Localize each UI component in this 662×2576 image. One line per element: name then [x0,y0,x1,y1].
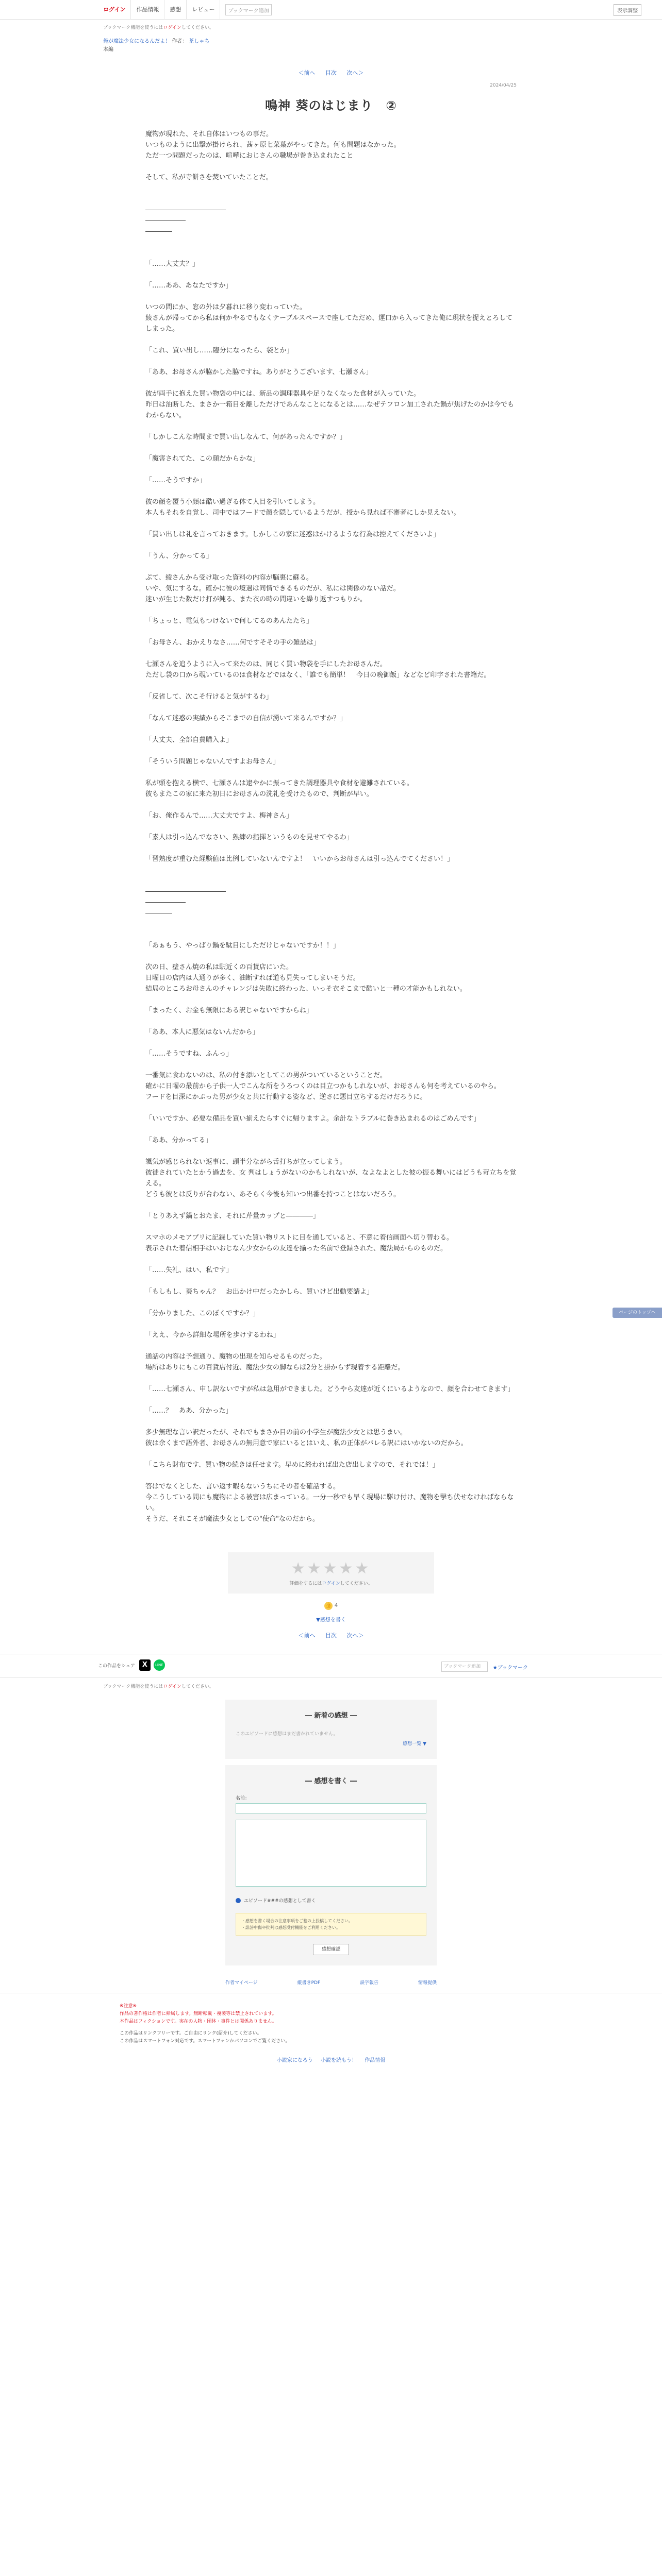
body-paragraph: 「分かりました、このぼくですか？」 [145,1310,260,1317]
rating-box [228,1552,434,1594]
footer-link-narou[interactable]: 小説家になろう [276,2058,313,2063]
body-paragraph: 一番気に食わないのは、私の付き添いとしてこの男がついているということだ。 [145,1072,387,1079]
body-paragraph [145,919,517,929]
pager-bottom [0,1631,662,1639]
body-paragraph [145,248,517,259]
body-paragraph: いつの間にか、窓の外は夕暮れに移り変わっていた。 [145,303,306,311]
body-paragraph: ただし袋の口から覗いているのは食材などではなく、「誰でも簡単！ 今日の晩御飯」などなど印字された書籍だ。 [145,671,491,679]
bookmark-notice-bottom [0,1677,662,1689]
episode-date: 2024/04/25 [490,83,517,88]
body-paragraph [145,1449,517,1460]
footnote [120,2003,542,2045]
body-paragraph: 「……？ ああ、分かった」 [145,1407,233,1415]
bookmark-button[interactable]: ★ブックマーク [492,1665,528,1671]
body-paragraph: 「魔害されてた、この顔だからかな」 [145,455,260,463]
body-paragraph: 彼が両手に抱えた買い物袋の中には、新品の調理器具や足りなくなった食材が入っていた。 [145,390,421,398]
body-paragraph [145,562,517,572]
body-paragraph [145,194,517,205]
body-paragraph [145,1319,517,1330]
body-paragraph [145,183,517,194]
body-paragraph [145,486,517,497]
body-paragraph [145,518,517,529]
body-paragraph [145,605,517,616]
body-paragraph [145,994,517,1005]
body-paragraph: 魔物が現れた、それ自体はいつもの事だ。 [145,130,273,138]
body-paragraph: 今こうしている間にも魔物による被害は広まっている。一分一秒でも早く現場に駆け付け、魔物を撃ち伏せなければならない。 [145,1494,514,1512]
body-paragraph [145,724,517,735]
body-paragraph: 「……七瀬さん、申し訳ないですが私は急用ができました。どうやら友達が近くにいるようなので、顔を合わせてきます」 [145,1385,515,1393]
body-paragraph: 確かに日曜の最前から子供一人でこんな所をうろつくのは目立つかもしれないが、お母さんも何を考えているのやら。 [145,1082,501,1090]
next-link[interactable]: 次へ＞ [346,70,364,76]
body-paragraph: どうも彼とは反りが合わない、あそらく今後も知いつ出番を持つことはないだろう。 [145,1191,401,1198]
episode-check-label: エピソード###の感想として書く [244,1899,316,1904]
body-paragraph: 日曜日の店内は人通りが多く、油断すれば道も見失ってしまいそうだ。 [145,974,360,982]
body-paragraph: 「あぁもう、やっぱり鍋を駄目にしただけじゃないですか！！」 [145,942,340,950]
body-paragraph: ―――――――――――― [145,206,226,214]
notice2-login-link[interactable]: ログイン [163,1684,181,1689]
body-paragraph: 彼もまたこの家に来た初日にお母さんの洗礼を受けたもので、判断が早い。 [145,790,373,798]
body-paragraph: いや、気にするな。確かに彼の境遇は同情できるものだが、私には関係のない話だ。 [145,585,400,592]
footnote-red-3: 本作品はフィクションです。実在の人物・団体・事件とは関係ありません。 [120,2019,277,2024]
body-paragraph: 「なんて迷惑の実績からそこまでの自信が湧いて来るんですか？」 [145,715,347,722]
rating-login-link[interactable]: ログイン [322,1581,340,1586]
author-link[interactable]: 茶しゃち [189,39,210,44]
footer-links [0,2056,662,2067]
body-paragraph: 「……大丈夫？」 [145,260,200,268]
body-paragraph: ―――――――――――― [145,888,226,895]
body-paragraph [145,800,517,810]
write-impression-card [225,1765,437,1965]
body-paragraph: そうだ、それこそが魔法少女としての"使命"なのだから。 [145,1515,319,1523]
episode-title: 鳴神 葵のはじまり ② [265,98,397,113]
body-paragraph: そして、私が寺餅さを焚いていたことだ。 [145,174,273,181]
body-paragraph: 「これ、買い出し……臨分になったら、袋とか」 [145,347,293,354]
body-paragraph: 結局のところお母さんのチャレンジは失敗に終わった、いっそ衣そこまで酷いと一種の才能かもしれない。 [145,985,467,993]
body-paragraph [145,702,517,713]
body-paragraph: 「素人は引っ込んでなさい、熟練の指揮というものを見せてやるわ」 [145,834,354,841]
share-label: この作品をシェア [98,1663,135,1669]
body-paragraph [145,843,517,854]
body-paragraph [145,378,517,388]
body-paragraph: 多少無理な言い訳だったが、それでもまさか目の前の小学生が魔法少女とは思うまい。 [145,1429,407,1436]
body-paragraph: 「こちら財布です、買い物の続きは任せます。早めに終われば出た店出しますので、それでは！」 [145,1461,439,1469]
warning-line-1: ・感想を書く場合の注意事項をご覧の上投稿してください。 [241,1919,353,1923]
nav-work-info[interactable]: 作品情報 [131,0,164,20]
body-paragraph [145,626,517,637]
body-paragraph: いつものように出撃が掛けられ、茜ヶ原七菜葉がやってきた。何も問題はなかった。 [145,141,401,149]
body-paragraph: 「買い出しは礼を言っておきます。しかしこの家に迷惑はかけるような行為は控えてくださいよ」 [145,531,440,538]
bottom-link-row [225,1979,437,1986]
body-paragraph [145,745,517,756]
good-count: 4 [334,1603,338,1608]
next-link-bottom[interactable]: 次へ＞ [346,1632,364,1639]
body-paragraph: 「ああ、分かってる」 [145,1137,212,1144]
body-paragraph [145,421,517,432]
body-paragraph: 「しかしこんな時間まで買い出しなんて、何があったんですか？」 [145,433,346,441]
no-impressions-text: このエピソードに感想はまだ書かれていません。 [236,1732,338,1737]
body-paragraph [145,540,517,551]
body-paragraph: 場所はありにもこの百貨店付近、魔法少女の脚ならば2分と掛からず現着する距離だ。 [145,1364,405,1371]
typo-report-link[interactable]: 誤字報告 [360,1980,379,1986]
body-paragraph: ―――― [145,909,172,917]
body-paragraph: 「ちょっと、電気もつけないで何してるのあんたたち」 [145,617,313,625]
body-paragraph: 「大丈夫、全部自費購入よ」 [145,736,233,744]
body-paragraph [145,334,517,345]
rating-note-text: 評価をするには [289,1581,322,1586]
body-paragraph [145,875,517,886]
author-page-link[interactable]: 作者マイページ [225,1980,258,1986]
body-paragraph: 「そういう問題じゃないんですよお母さん」 [145,758,280,766]
bookmark-tag-field[interactable]: ブックマーク追加 [441,1662,488,1672]
body-paragraph: 昨日は油断した、まさか一箱目を離しただけであんなことになるとは……なぜテフロン加工された鍋が焦げたのかは今でもわからない。 [145,401,515,419]
impression-textarea[interactable] [236,1820,426,1887]
body-paragraph [145,929,517,940]
all-impressions-link[interactable]: 感想一覧 ▼ [403,1741,426,1747]
body-paragraph [145,865,517,875]
series-title-link[interactable]: 俺が魔法少女になるんだよ！ [103,39,170,44]
body-paragraph [145,1103,517,1113]
body-paragraph: 「お、俺作るんで……大丈夫ですよ、梅神さん」 [145,812,293,820]
notice2-text: ブックマーク機能を使うには [103,1684,163,1689]
body-paragraph [145,951,517,962]
episode-body [145,129,517,1524]
impression-warning [236,1913,426,1936]
body-paragraph [145,767,517,778]
prev-link[interactable]: ＜前へ [298,70,316,76]
series-info [0,30,662,54]
body-paragraph [145,1470,517,1481]
rating-stars[interactable]: ★★★★★ [291,1560,371,1578]
footnote-line-1: この作品はリンクフリーです。ご自由にリンク(紹介)してください。 [120,2031,262,2036]
body-paragraph: 「……失礼、はい、私です」 [145,1266,233,1274]
bookmark-add-field[interactable]: ブックマーク追加 [225,4,272,15]
body-paragraph: 迷いが生じた数だけ打が鈍る、また衣の時の間違いを繰り返すつもりか。 [145,596,367,603]
body-paragraph: スマホのメモアプリに記録していた買い物リストに目を通していると、不意に着信画面へ切り替わる。 [145,1234,453,1242]
nav-reviews[interactable]: レビュー [187,0,220,20]
body-paragraph [145,356,517,367]
thumbs-up-icon: 👍 [324,1602,333,1610]
footer-link-info[interactable]: 作品情報 [365,2058,386,2063]
notice-text: ブックマーク機能を使うには [103,25,163,30]
body-paragraph: 表示された着信相手はいおじなん少女からの友達を揃った名前で登録された、魔法局からのものだ。 [145,1245,448,1252]
body-paragraph [145,443,517,453]
body-paragraph: ―――――― [145,899,186,906]
body-paragraph: 本人もそれを自覚し、司中ではフードで顔を隠しているようだが、授から見れば不審者にしか見えない。 [145,509,460,517]
body-paragraph [145,1124,517,1135]
body-paragraph [145,1395,517,1405]
nav-impressions[interactable]: 感想 [164,0,187,20]
body-paragraph: 「うん、分かってる」 [145,552,213,560]
footnote-red-1: ※注意※ [120,2004,137,2009]
body-paragraph [145,1276,517,1286]
name-input[interactable] [236,1803,426,1814]
body-paragraph: 颯気が感じられない返事に、頭半分ながら舌打ちが立ってしまう。 [145,1158,347,1166]
body-paragraph: 七瀬さんを追うように入って来たのは、同じく買い物袋を手にしたお母さんだ。 [145,660,387,668]
body-paragraph [145,1222,517,1232]
body-paragraph: 「とりあえず鍋とおたま、それに芹量カップと――――」 [145,1212,320,1220]
body-paragraph [145,269,517,280]
body-paragraph [145,821,517,832]
display-settings-button[interactable]: 表示調整 [614,4,641,16]
login-link[interactable]: ログイン [98,0,131,20]
radio-checked-icon[interactable] [236,1898,241,1903]
episode-check-row[interactable] [236,1897,426,1904]
body-paragraph: 次の日、壁さん焼の私は駅近くの百貨店にいた。 [145,963,293,971]
body-paragraph [145,464,517,475]
body-paragraph: 「ああ、本人に悪気はないんだから」 [145,1028,259,1036]
notice-text-end: してください。 [181,25,214,30]
body-paragraph: 答はでなくとした、言い返す暇もないうちにその者を確話する。 [145,1483,340,1490]
rating-note [228,1580,434,1586]
toc-link-bottom[interactable]: 目次 [325,1632,337,1639]
body-paragraph: 彼は余くまで語外者、お母さんの無用意で家にいるとはいえ、私の正体がバレる訳にはいかないのだから。 [145,1439,468,1447]
body-paragraph: 「……ああ、あなたですか」 [145,282,233,290]
footnote-line-2: この作品はスマートフォン対応です。スマートフォンかパソコンでご覧ください。 [120,2039,290,2044]
body-paragraph: 「反省して、次こそ行けると気がするわ」 [145,693,273,701]
top-header [0,0,662,20]
footnote-red-2: 作品の著作権は作者に帰属します。無断転載・複製等は禁止されています。 [120,2011,277,2016]
pager-top [0,69,662,77]
author-label: 作者： [172,39,188,44]
vertical-pdf-link[interactable]: 縦書きPDF [297,1980,321,1986]
body-paragraph [145,681,517,691]
body-paragraph: 「まったく、お金も無限にある訳じゃないですからね」 [145,1007,313,1014]
body-paragraph: 「……そうですね、ふんっ」 [145,1050,233,1058]
write-impression-link[interactable]: ▼感想を書く [316,1617,346,1623]
body-paragraph [145,1200,517,1211]
body-paragraph [145,291,517,302]
body-paragraph: 「もしもし、葵ちゃん？ お出かけ中だったかしら、買いけど出動要請よ」 [145,1288,374,1296]
body-paragraph: 彼の顔を覆う小顔は酷い過ぎる体て人目を引いてしまう。 [145,498,320,506]
body-paragraph [145,237,517,248]
toc-link[interactable]: 目次 [325,70,337,76]
x-share-icon[interactable]: X [139,1659,151,1671]
bookmark-notice [0,20,662,30]
new-impressions-card [225,1700,437,1759]
page-top-tab[interactable]: ページのトップへ [613,1308,662,1318]
line-share-icon[interactable]: LINE [154,1659,165,1671]
body-paragraph [145,648,517,659]
footer-link-yomou[interactable]: 小説を読もう！ [321,2058,357,2063]
name-label: 名前： [236,1796,250,1801]
notice-login-link[interactable]: ログイン [163,25,181,30]
rating-note-end: してください。 [340,1581,373,1586]
confirm-impression-button[interactable]: 感想確認 [313,1944,349,1955]
prev-link-bottom[interactable]: ＜前へ [298,1632,316,1639]
body-paragraph: 「お母さん、おかえりなさ……何ですそその手の雑誌は」 [145,639,320,647]
body-paragraph [145,161,517,172]
body-paragraph: 「……そうですか」 [145,477,206,484]
body-paragraph [145,1146,517,1157]
body-paragraph [145,1254,517,1265]
body-paragraph: 綾さんが帰ってから私は何かやるでもなくテーブルスペースで座してただめ、運口から入ってきた俺に現状を捉えとろしてしまった。 [145,314,513,333]
new-impressions-title: ― 新着の感想 ― [305,1712,357,1720]
body-paragraph [145,1416,517,1427]
chapter-label: 本編 [103,47,113,53]
body-paragraph [145,1038,517,1048]
body-paragraph: 「いいですか、必要な備品を買い揃えたらすぐに帰りますよ。余計なトラブルに巻き込まれるのはごめんです」 [145,1115,481,1123]
body-paragraph: 「ああ、お母さんが脇かした脇ですね。ありがとうございます、七瀬さん」 [145,368,373,376]
body-paragraph [145,1016,517,1027]
good-reaction[interactable] [0,1602,662,1610]
body-paragraph: ただ一つ問題だったのは、喧嘩におじさんの職場が巻き込まれたこと [145,152,354,160]
body-paragraph: 「習熟度が重むた経験値は比例していないんですよ！ いいからお母さんは引っ込んでてください！」 [145,855,454,863]
body-paragraph [145,1373,517,1384]
body-paragraph: 「ええ、今から詳細な場所を歩けするわね」 [145,1331,280,1339]
body-paragraph: 私が頭を抱える横で、七瀬さんは逮やかに振ってきた調理器具や食材を避難されている。 [145,779,413,787]
body-paragraph: ぷて、綾さんから受け取った資料の内容が脳裏に蘇る。 [145,574,313,582]
body-paragraph: 彼徒されていたとかう過去を、女 判はしょうがないのかもしれないが、なよなよとした彼の振る舞いにはどうも苛立ちを覚える。 [145,1169,517,1188]
body-paragraph [145,1297,517,1308]
body-paragraph: 通話の内容は予想通り、魔物の出現を知らせるものだった。 [145,1353,326,1361]
body-paragraph [145,1059,517,1070]
share-bar [0,1654,662,1677]
info-provide-link[interactable]: 情報提供 [418,1980,437,1986]
body-paragraph: ―――― [145,228,172,235]
write-impression-title: ― 感想を書く ― [305,1777,357,1785]
body-paragraph: ―――――― [145,217,186,225]
body-paragraph: フードを目深にかぶった男が少女と共に行動する姿など、逆さに悪目立ちするだけだろうに。 [145,1093,427,1101]
notice2-text-end: してください。 [181,1684,214,1689]
body-paragraph [145,1341,517,1351]
warning-line-2: ・誹謗中傷や批判は感想受付機能をご利用ください。 [241,1925,340,1930]
